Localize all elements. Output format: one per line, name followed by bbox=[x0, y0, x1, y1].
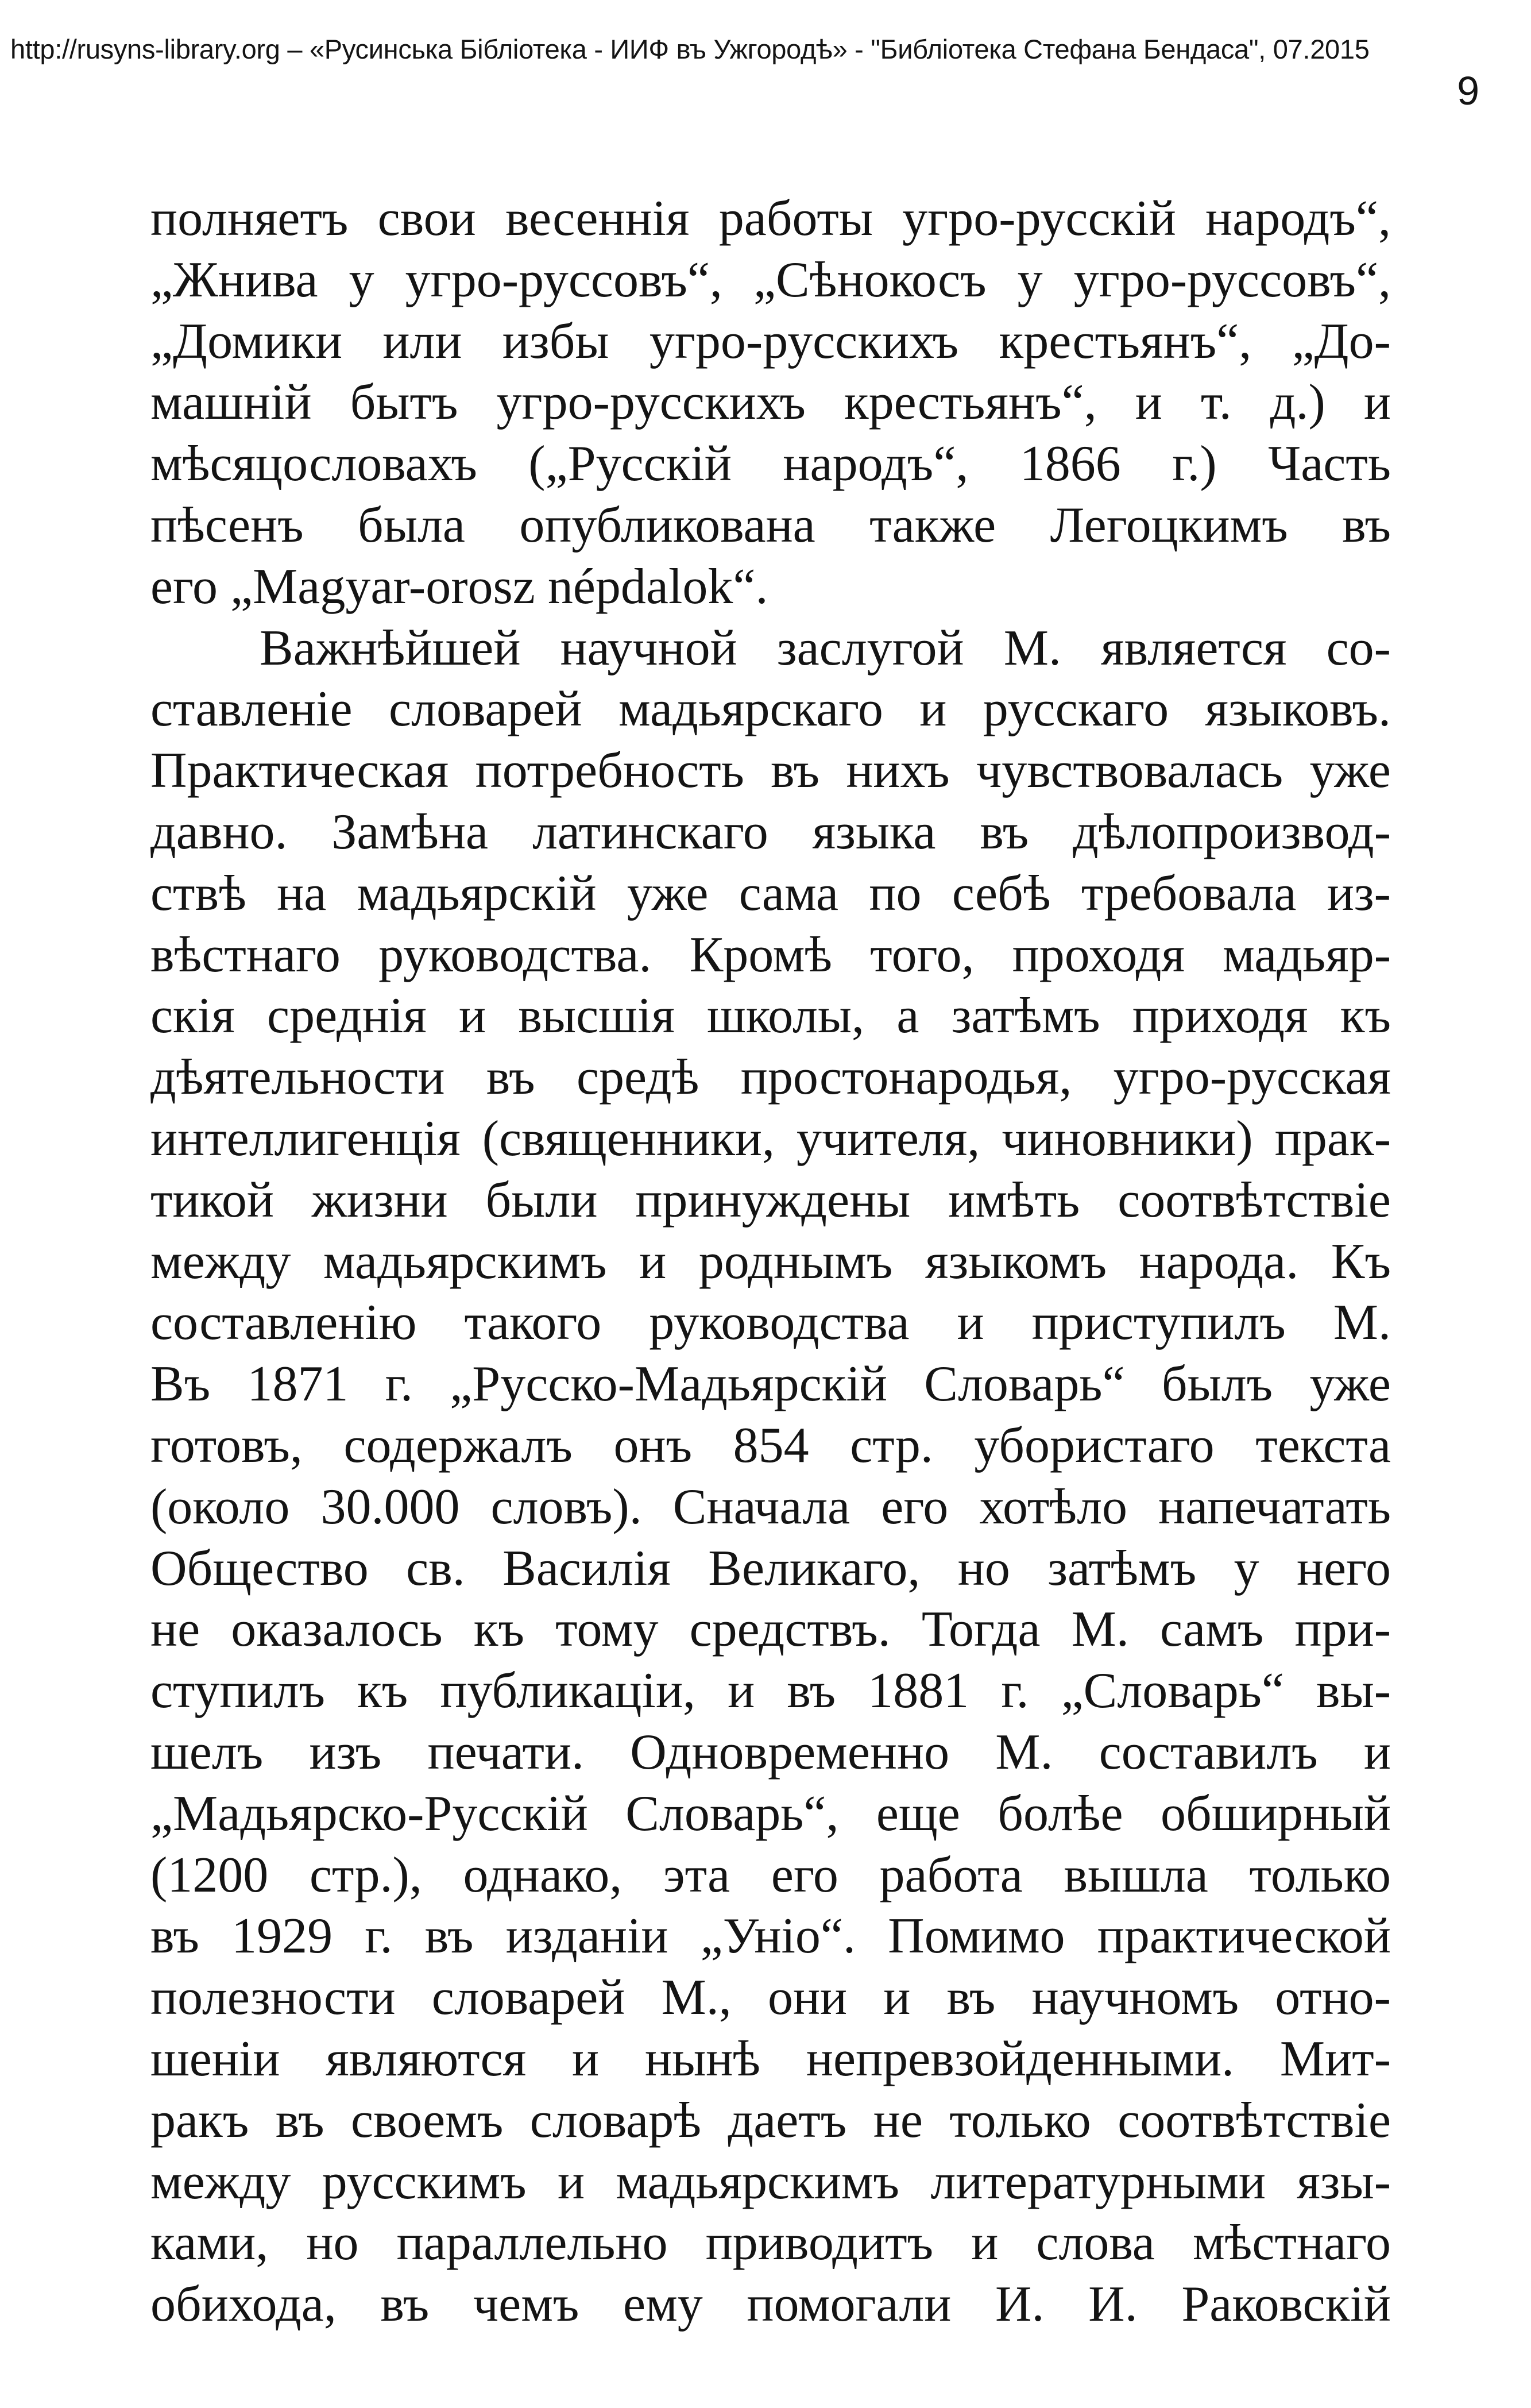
text-line: полняетъ свои весеннія работы угро-русскій народъ“, bbox=[150, 191, 1391, 246]
text-line: интеллигенція (священники, учителя, чиновники) прак- bbox=[150, 1110, 1391, 1167]
paragraph-1 bbox=[150, 188, 1391, 618]
text-line: между русскимъ и мадьярскимъ литературными язы- bbox=[150, 2154, 1391, 2210]
text-line: составленію такого руководства и приступилъ М. bbox=[150, 1295, 1391, 1351]
text-line: полезности словарей М., они и въ научномъ отно- bbox=[150, 1970, 1391, 2026]
text-line: ступилъ къ публикаціи, и въ 1881 г. „Словарь“ вы- bbox=[150, 1663, 1391, 1719]
text-line: давно. Замѣна латинскаго языка въ дѣлопроизвод- bbox=[150, 804, 1391, 860]
text-line: „Домики или избы угро-русскихъ крестьянъ“, „До- bbox=[150, 313, 1391, 369]
text-line: Общество св. Василія Великаго, но затѣмъ у него bbox=[150, 1540, 1391, 1596]
text-line: мѣсяцословахъ („Русскій народъ“, 1866 г.) Часть bbox=[150, 436, 1391, 492]
text-line: дѣятельности въ средѣ простонародья, угро-русская bbox=[150, 1049, 1391, 1106]
text-line: шелъ изъ печати. Одновременно М. составилъ и bbox=[150, 1724, 1391, 1780]
text-line: Въ 1871 г. „Русско-Мадьярскій Словарь“ былъ уже bbox=[150, 1356, 1391, 1413]
text-line: пѣсенъ была опубликована также Легоцкимъ въ bbox=[150, 497, 1391, 553]
text-line: не оказалось къ тому средствъ. Тогда М. самъ при- bbox=[150, 1602, 1391, 1658]
text-line: ствѣ на мадьярскій уже сама по себѣ требовала из- bbox=[150, 865, 1391, 921]
text-line: ставленіе словарей мадьярскаго и русскаго языковъ. bbox=[150, 681, 1391, 738]
text-line: машній бытъ угро-русскихъ крестьянъ“, и т. д.) и bbox=[150, 375, 1391, 431]
paragraph-2 bbox=[150, 618, 1391, 2336]
text-line: готовъ, содержалъ онъ 854 стр. убористаго текста bbox=[150, 1417, 1391, 1473]
text-line: скія среднія и высшія школы, а затѣмъ приходя къ bbox=[150, 988, 1391, 1044]
page-body-text bbox=[150, 188, 1391, 2336]
text-line: „Мадьярско-Русскій Словарь“, еще болѣе обширный bbox=[150, 1785, 1391, 1842]
page-number: 9 bbox=[1457, 68, 1479, 113]
text-line: ками, но параллельно приводитъ и слова мѣстнаго bbox=[150, 2215, 1391, 2271]
text-line: „Жнива у угро-руссовъ“, „Сѣнокосъ у угро-руссовъ“, bbox=[150, 252, 1391, 308]
text-line: тикой жизни были принуждены имѣть соотвѣтствіе bbox=[150, 1172, 1391, 1228]
text-line: Важнѣйшей научной заслугой М. является со- bbox=[260, 620, 1391, 676]
text-line: (1200 стр.), однако, эта его работа вышла только bbox=[150, 1847, 1391, 1903]
text-line: въ 1929 г. въ изданіи „Уніо“. Помимо практической bbox=[150, 1908, 1391, 1965]
text-line: (около 30.000 словъ). Сначала его хотѣло напечатать bbox=[150, 1479, 1391, 1535]
text-line: обихода, въ чемъ ему помогали И. И. Раковскій bbox=[150, 2276, 1391, 2333]
text-line: вѣстнаго руководства. Кромѣ того, проходя мадьяр- bbox=[150, 927, 1391, 983]
text-line: Практическая потребность въ нихъ чувствовалась уже bbox=[150, 743, 1391, 799]
text-line: между мадьярскимъ и роднымъ языкомъ народа. Къ bbox=[150, 1233, 1391, 1290]
text-line: его „Magyar-orosz népdalok“. bbox=[150, 558, 768, 615]
text-line: шеніи являются и нынѣ непревзойденными. Мит- bbox=[150, 2031, 1391, 2087]
source-url-header: http://rusyns-library.org – «Русинська Бібліотека - ИИФ въ Ужгородѣ» - "Библіотека Стефана Бендаса", 07.2015 bbox=[10, 34, 1370, 64]
text-line: ракъ въ своемъ словарѣ даетъ не только соотвѣтствіе bbox=[150, 2092, 1391, 2148]
